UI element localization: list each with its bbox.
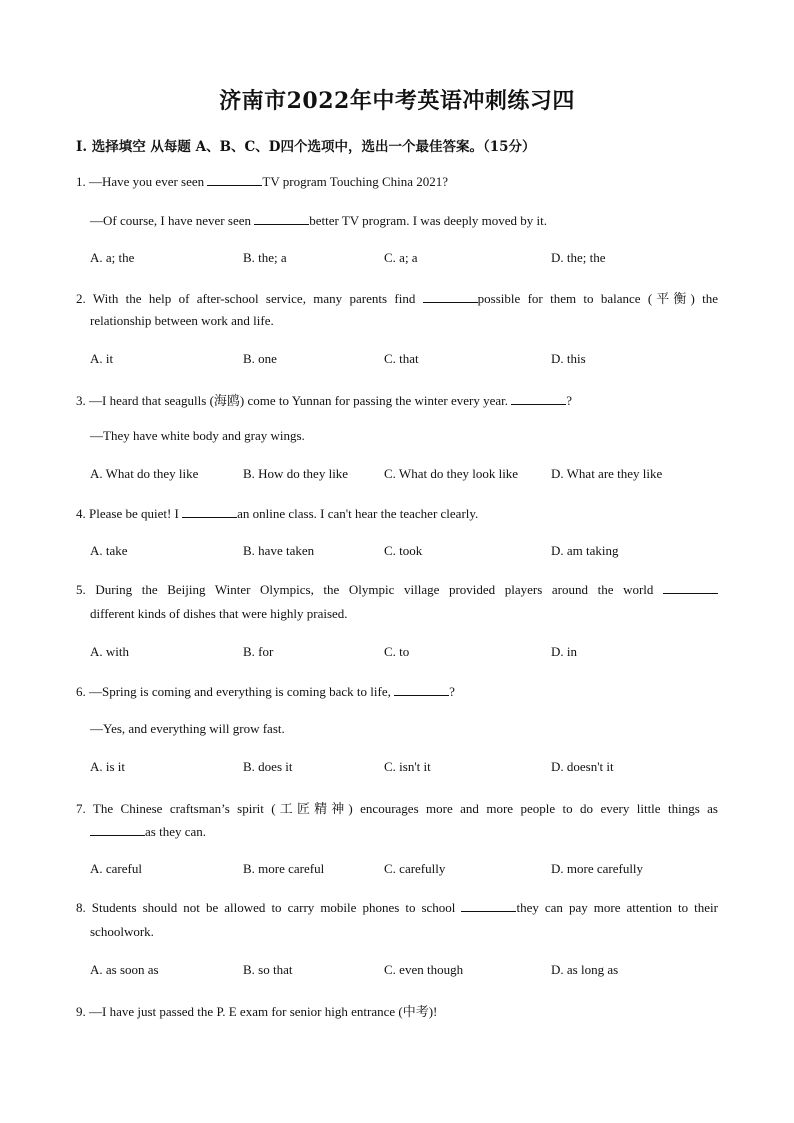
question-4-stem	[76, 505, 478, 522]
question-2-stem-cont: relationship between work and life.	[90, 313, 274, 328]
question-1-reply	[90, 212, 547, 229]
question-8-stem-cont: schoolwork.	[90, 924, 154, 939]
option-b: B. so that	[243, 962, 293, 977]
option-a: A. is it	[90, 759, 126, 774]
answer-blank	[511, 392, 566, 405]
stem-text: 5. During the Beijing Winter Olympics, the Olympic village provided players around the world	[76, 582, 663, 597]
stem-text: as they can.	[145, 824, 207, 839]
option-a: A. take	[90, 543, 128, 558]
option-c: C. took	[384, 543, 423, 558]
question-1-stem	[76, 173, 448, 190]
question-6-reply: —Yes, and everything will grow fast.	[90, 721, 285, 736]
option-b: B. have taken	[243, 543, 315, 558]
stem-text: —Of course, I have never seen	[90, 213, 255, 228]
question-9-stem: 9. —I have just passed the P. E exam for senior high entrance (中考)!	[76, 1004, 438, 1019]
answer-blank	[254, 212, 309, 225]
answer-blank	[663, 581, 718, 594]
option-d: D. doesn't it	[551, 759, 614, 774]
question-3-reply: —They have white body and gray wings.	[90, 428, 305, 443]
option-d: D. What are they like	[551, 466, 663, 481]
stem-text: 3. —I heard that seagulls (海鸥) come to Yunnan for passing the winter every year.	[76, 393, 512, 408]
answer-blank	[394, 683, 449, 696]
section-heading: I. 选择填空 从每题 A、B、C、D四个选项中，选出一个最佳答案。（15分）	[76, 139, 536, 155]
question-7-stem: 7. The Chinese craftsman’s spirit (工匠精神) encourages more and more people to do every little things as	[76, 801, 718, 816]
option-b: B. more careful	[243, 861, 325, 876]
option-d: D. more carefully	[551, 861, 644, 876]
option-a: A. careful	[90, 861, 142, 876]
stem-text: an online class. I can't hear the teacher clearly.	[237, 506, 479, 521]
option-b: B. does it	[243, 759, 293, 774]
stem-text: they can pay more attention to their	[516, 900, 718, 915]
option-d: D. as long as	[551, 962, 619, 977]
stem-text: TV program Touching China 2021?	[262, 174, 449, 189]
question-6-stem	[76, 683, 455, 700]
option-a: A. as soon as	[90, 962, 159, 977]
option-b: B. the; a	[243, 250, 287, 265]
answer-blank	[461, 899, 516, 912]
option-a: A. with	[90, 644, 129, 659]
option-a: A. it	[90, 351, 114, 366]
option-b: B. for	[243, 644, 274, 659]
stem-text: 1. —Have you ever seen	[76, 174, 208, 189]
answer-blank	[423, 290, 478, 303]
answer-blank	[90, 823, 145, 836]
stem-text: 8. Students should not be allowed to carry mobile phones to school	[76, 900, 462, 915]
option-c: C. What do they look like	[384, 466, 519, 481]
option-d: D. am taking	[551, 543, 619, 558]
option-d: D. in	[551, 644, 577, 659]
stem-text: ?	[566, 393, 573, 408]
option-c: C. carefully	[384, 861, 446, 876]
option-b: B. How do they like	[243, 466, 349, 481]
option-c: C. that	[384, 351, 419, 366]
option-c: C. to	[384, 644, 410, 659]
question-3-stem	[76, 390, 572, 409]
stem-text: 6. —Spring is coming and everything is coming back to life,	[76, 684, 395, 699]
option-c: C. isn't it	[384, 759, 431, 774]
option-d: D. this	[551, 351, 586, 366]
option-b: B. one	[243, 351, 277, 366]
answer-blank	[207, 173, 262, 186]
stem-text: ?	[449, 684, 455, 699]
question-8-stem	[76, 899, 718, 916]
option-a: A. a; the	[90, 250, 135, 265]
question-2-stem	[76, 288, 718, 307]
page-title: 济南市2022年中考英语冲刺练习四	[219, 88, 575, 114]
stem-text: possible for them to balance (平衡) the	[477, 291, 719, 306]
question-5-stem-cont: different kinds of dishes that were highly praised.	[90, 606, 348, 621]
question-7-stem-cont	[90, 823, 206, 840]
stem-text: 2. With the help of after-school service, many parents find	[76, 291, 423, 306]
question-5-stem	[76, 581, 718, 598]
option-c: C. a; a	[384, 250, 418, 265]
option-d: D. the; the	[551, 250, 606, 265]
option-c: C. even though	[384, 962, 464, 977]
stem-text: better TV program. I was deeply moved by it.	[309, 213, 548, 228]
stem-text: 4. Please be quiet! I	[76, 506, 183, 521]
answer-blank	[182, 505, 237, 518]
option-a: A. What do they like	[90, 466, 199, 481]
